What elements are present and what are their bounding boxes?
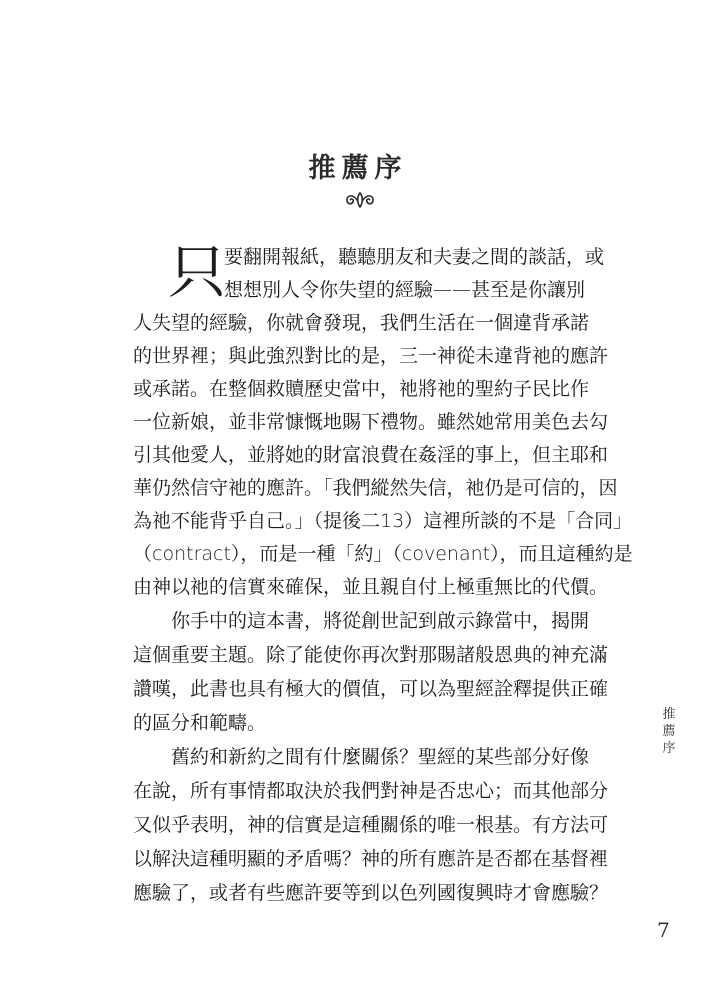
text-line: 的區分和範疇。 <box>133 712 267 734</box>
drop-cap: 只 <box>168 238 227 306</box>
text-line: 人失望的經驗，你就會發現，我們生活在一個違背承諾 <box>133 312 590 334</box>
text-line: 以解決這種明顯的矛盾嗎？神的所有應許是否都在基督裡 <box>133 848 609 870</box>
page-number: 7 <box>657 918 670 942</box>
text-line: 或承諾。在整個救贖歷史當中，祂將祂的聖約子民比作 <box>133 378 590 400</box>
text-line: 想想別人令你失望的經驗——甚至是你讓別 <box>224 279 586 301</box>
text-line: 由神以祂的信實來確保，並且親自付上極重無比的代價。 <box>133 576 609 598</box>
text-line: 要翻開報紙，聽聽朋友和夫妻之間的談話，或 <box>224 246 605 268</box>
text-line: 在說，所有事情都取決於我們對神是否忠心；而其他部分 <box>133 780 609 802</box>
ornament-icon <box>343 190 377 210</box>
text-line: 又似乎表明，神的信實是這種關係的唯一根基。有方法可 <box>133 814 609 836</box>
chapter-title: 推薦序 <box>308 153 408 184</box>
text-line: 的世界裡；與此強烈對比的是，三一神從未違背祂的應許 <box>133 345 609 367</box>
text-line: 引其他愛人，並將她的財富浪費在姦淫的事上，但主耶和 <box>133 444 609 466</box>
text-line: 一位新娘，並非常慷慨地賜下禮物。雖然她常用美色去勾 <box>133 411 609 433</box>
text-line: 舊約和新約之間有什麼關係？聖經的某些部分好像 <box>133 746 590 768</box>
running-header: 推薦序 <box>662 707 676 756</box>
text-line: 你手中的這本書，將從創世記到啟示錄當中，揭開 <box>133 610 590 632</box>
text-line: 華仍然信守祂的應許。「我們縱然失信，祂仍是可信的，因 <box>133 477 618 499</box>
text-line: 讚嘆，此書也具有極大的價值，可以為聖經詮釋提供正確 <box>133 678 609 700</box>
text-line: 這個重要主題。除了能使你再次對那賜諸般恩典的神充滿 <box>133 644 609 666</box>
text-line: 應驗了，或者有些應許要等到以色列國復興時才會應驗？ <box>133 882 609 904</box>
text-line: （contract），而是一種「約」（covenant），而且這種約是 <box>133 543 633 565</box>
text-line: 為祂不能背乎自己。」（提後二13）這裡所談的不是「合同」 <box>133 510 633 532</box>
